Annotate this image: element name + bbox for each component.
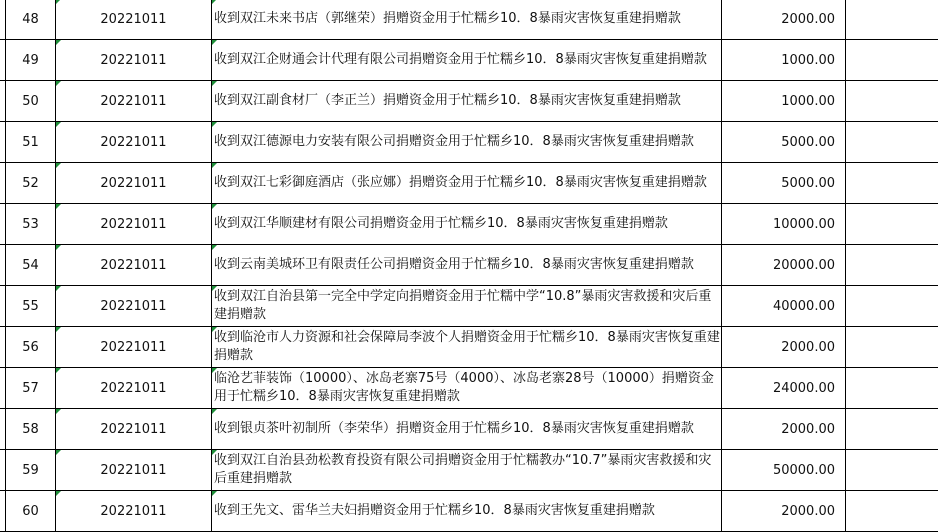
description-cell[interactable]: 收到云南美城环卫有限责任公司捐赠资金用于忙糯乡10．8暴雨灾害恢复重建捐赠款	[212, 245, 722, 286]
amount-cell[interactable]: 40000.00	[722, 286, 846, 327]
date-cell[interactable]: 20221011	[56, 0, 212, 40]
empty-cell[interactable]	[846, 204, 938, 245]
row-number-cell[interactable]: 57	[6, 368, 56, 409]
row-number-cell[interactable]: 49	[6, 40, 56, 81]
empty-cell[interactable]	[846, 163, 938, 204]
description-cell[interactable]: 收到双江华顺建材有限公司捐赠资金用于忙糯乡10．8暴雨灾害恢复重建捐赠款	[212, 204, 722, 245]
date-cell[interactable]: 20221011	[56, 122, 212, 163]
empty-cell[interactable]	[846, 450, 938, 491]
table-row	[0, 0, 938, 40]
amount-cell[interactable]: 2000.00	[722, 409, 846, 450]
row-number-cell[interactable]: 59	[6, 450, 56, 491]
row-number-cell[interactable]: 60	[6, 491, 56, 532]
empty-cell[interactable]	[846, 122, 938, 163]
amount-cell[interactable]: 24000.00	[722, 368, 846, 409]
amount-cell[interactable]: 50000.00	[722, 450, 846, 491]
row-number-cell[interactable]: 55	[6, 286, 56, 327]
description-cell[interactable]: 收到双江自治县劲松教育投资有限公司捐赠资金用于忙糯教办“10.7”暴雨灾害救援和灾后重建捐赠款	[212, 450, 722, 491]
description-cell[interactable]: 收到双江七彩御庭酒店（张应娜）捐赠资金用于忙糯乡10．8暴雨灾害恢复重建捐赠款	[212, 163, 722, 204]
empty-cell[interactable]	[846, 286, 938, 327]
empty-cell[interactable]	[846, 409, 938, 450]
row-number-cell[interactable]: 52	[6, 163, 56, 204]
row-number-cell[interactable]: 53	[6, 204, 56, 245]
amount-cell[interactable]: 2000.00	[722, 0, 846, 40]
amount-cell[interactable]: 1000.00	[722, 81, 846, 122]
amount-cell[interactable]: 20000.00	[722, 245, 846, 286]
row-number-cell[interactable]: 50	[6, 81, 56, 122]
description-cell[interactable]: 临沧艺菲装饰（10000）、冰岛老寨75号（4000）、冰岛老寨28号（10000）捐赠资金用于忙糯乡10．8暴雨灾害恢复重建捐赠款	[212, 368, 722, 409]
date-cell[interactable]: 20221011	[56, 245, 212, 286]
amount-cell[interactable]: 2000.00	[722, 491, 846, 532]
description-cell[interactable]: 收到王先文、雷华兰夫妇捐赠资金用于忙糯乡10．8暴雨灾害恢复重建捐赠款	[212, 491, 722, 532]
description-cell[interactable]: 收到临沧市人力资源和社会保障局李波个人捐赠资金用于忙糯乡10．8暴雨灾害恢复重建捐赠款	[212, 327, 722, 368]
table-row	[0, 368, 938, 409]
date-cell[interactable]: 20221011	[56, 163, 212, 204]
date-cell[interactable]: 20221011	[56, 327, 212, 368]
row-number-cell[interactable]: 51	[6, 122, 56, 163]
amount-cell[interactable]: 5000.00	[722, 122, 846, 163]
empty-cell[interactable]	[846, 491, 938, 532]
empty-cell[interactable]	[846, 245, 938, 286]
date-cell[interactable]: 20221011	[56, 286, 212, 327]
table-row	[0, 81, 938, 122]
table-row	[0, 491, 938, 532]
date-cell[interactable]: 20221011	[56, 40, 212, 81]
description-cell[interactable]: 收到双江未来书店（郭继荣）捐赠资金用于忙糯乡10．8暴雨灾害恢复重建捐赠款	[212, 0, 722, 40]
table-row	[0, 40, 938, 81]
row-number-cell[interactable]: 56	[6, 327, 56, 368]
row-number-cell[interactable]: 58	[6, 409, 56, 450]
amount-cell[interactable]: 5000.00	[722, 163, 846, 204]
table-row	[0, 122, 938, 163]
date-cell[interactable]: 20221011	[56, 409, 212, 450]
row-number-cell[interactable]: 54	[6, 245, 56, 286]
table-row	[0, 204, 938, 245]
table-row	[0, 286, 938, 327]
table-row	[0, 163, 938, 204]
description-cell[interactable]: 收到银贞茶叶初制所（李荣华）捐赠资金用于忙糯乡10．8暴雨灾害恢复重建捐赠款	[212, 409, 722, 450]
date-cell[interactable]: 20221011	[56, 204, 212, 245]
empty-cell[interactable]	[846, 368, 938, 409]
table-row	[0, 409, 938, 450]
empty-cell[interactable]	[846, 327, 938, 368]
date-cell[interactable]: 20221011	[56, 81, 212, 122]
empty-cell[interactable]	[846, 0, 938, 40]
empty-cell[interactable]	[846, 40, 938, 81]
amount-cell[interactable]: 10000.00	[722, 204, 846, 245]
table-row	[0, 327, 938, 368]
empty-cell[interactable]	[846, 81, 938, 122]
description-cell[interactable]: 收到双江德源电力安装有限公司捐赠资金用于忙糯乡10．8暴雨灾害恢复重建捐赠款	[212, 122, 722, 163]
table-row	[0, 245, 938, 286]
date-cell[interactable]: 20221011	[56, 368, 212, 409]
date-cell[interactable]: 20221011	[56, 450, 212, 491]
amount-cell[interactable]: 1000.00	[722, 40, 846, 81]
table-row	[0, 450, 938, 491]
amount-cell[interactable]: 2000.00	[722, 327, 846, 368]
description-cell[interactable]: 收到双江副食材厂（李正兰）捐赠资金用于忙糯乡10．8暴雨灾害恢复重建捐赠款	[212, 81, 722, 122]
row-number-cell[interactable]: 48	[6, 0, 56, 40]
description-cell[interactable]: 收到双江企财通会计代理有限公司捐赠资金用于忙糯乡10．8暴雨灾害恢复重建捐赠款	[212, 40, 722, 81]
date-cell[interactable]: 20221011	[56, 491, 212, 532]
description-cell[interactable]: 收到双江自治县第一完全中学定向捐赠资金用于忙糯中学“10.8”暴雨灾害救援和灾后重建捐赠款	[212, 286, 722, 327]
